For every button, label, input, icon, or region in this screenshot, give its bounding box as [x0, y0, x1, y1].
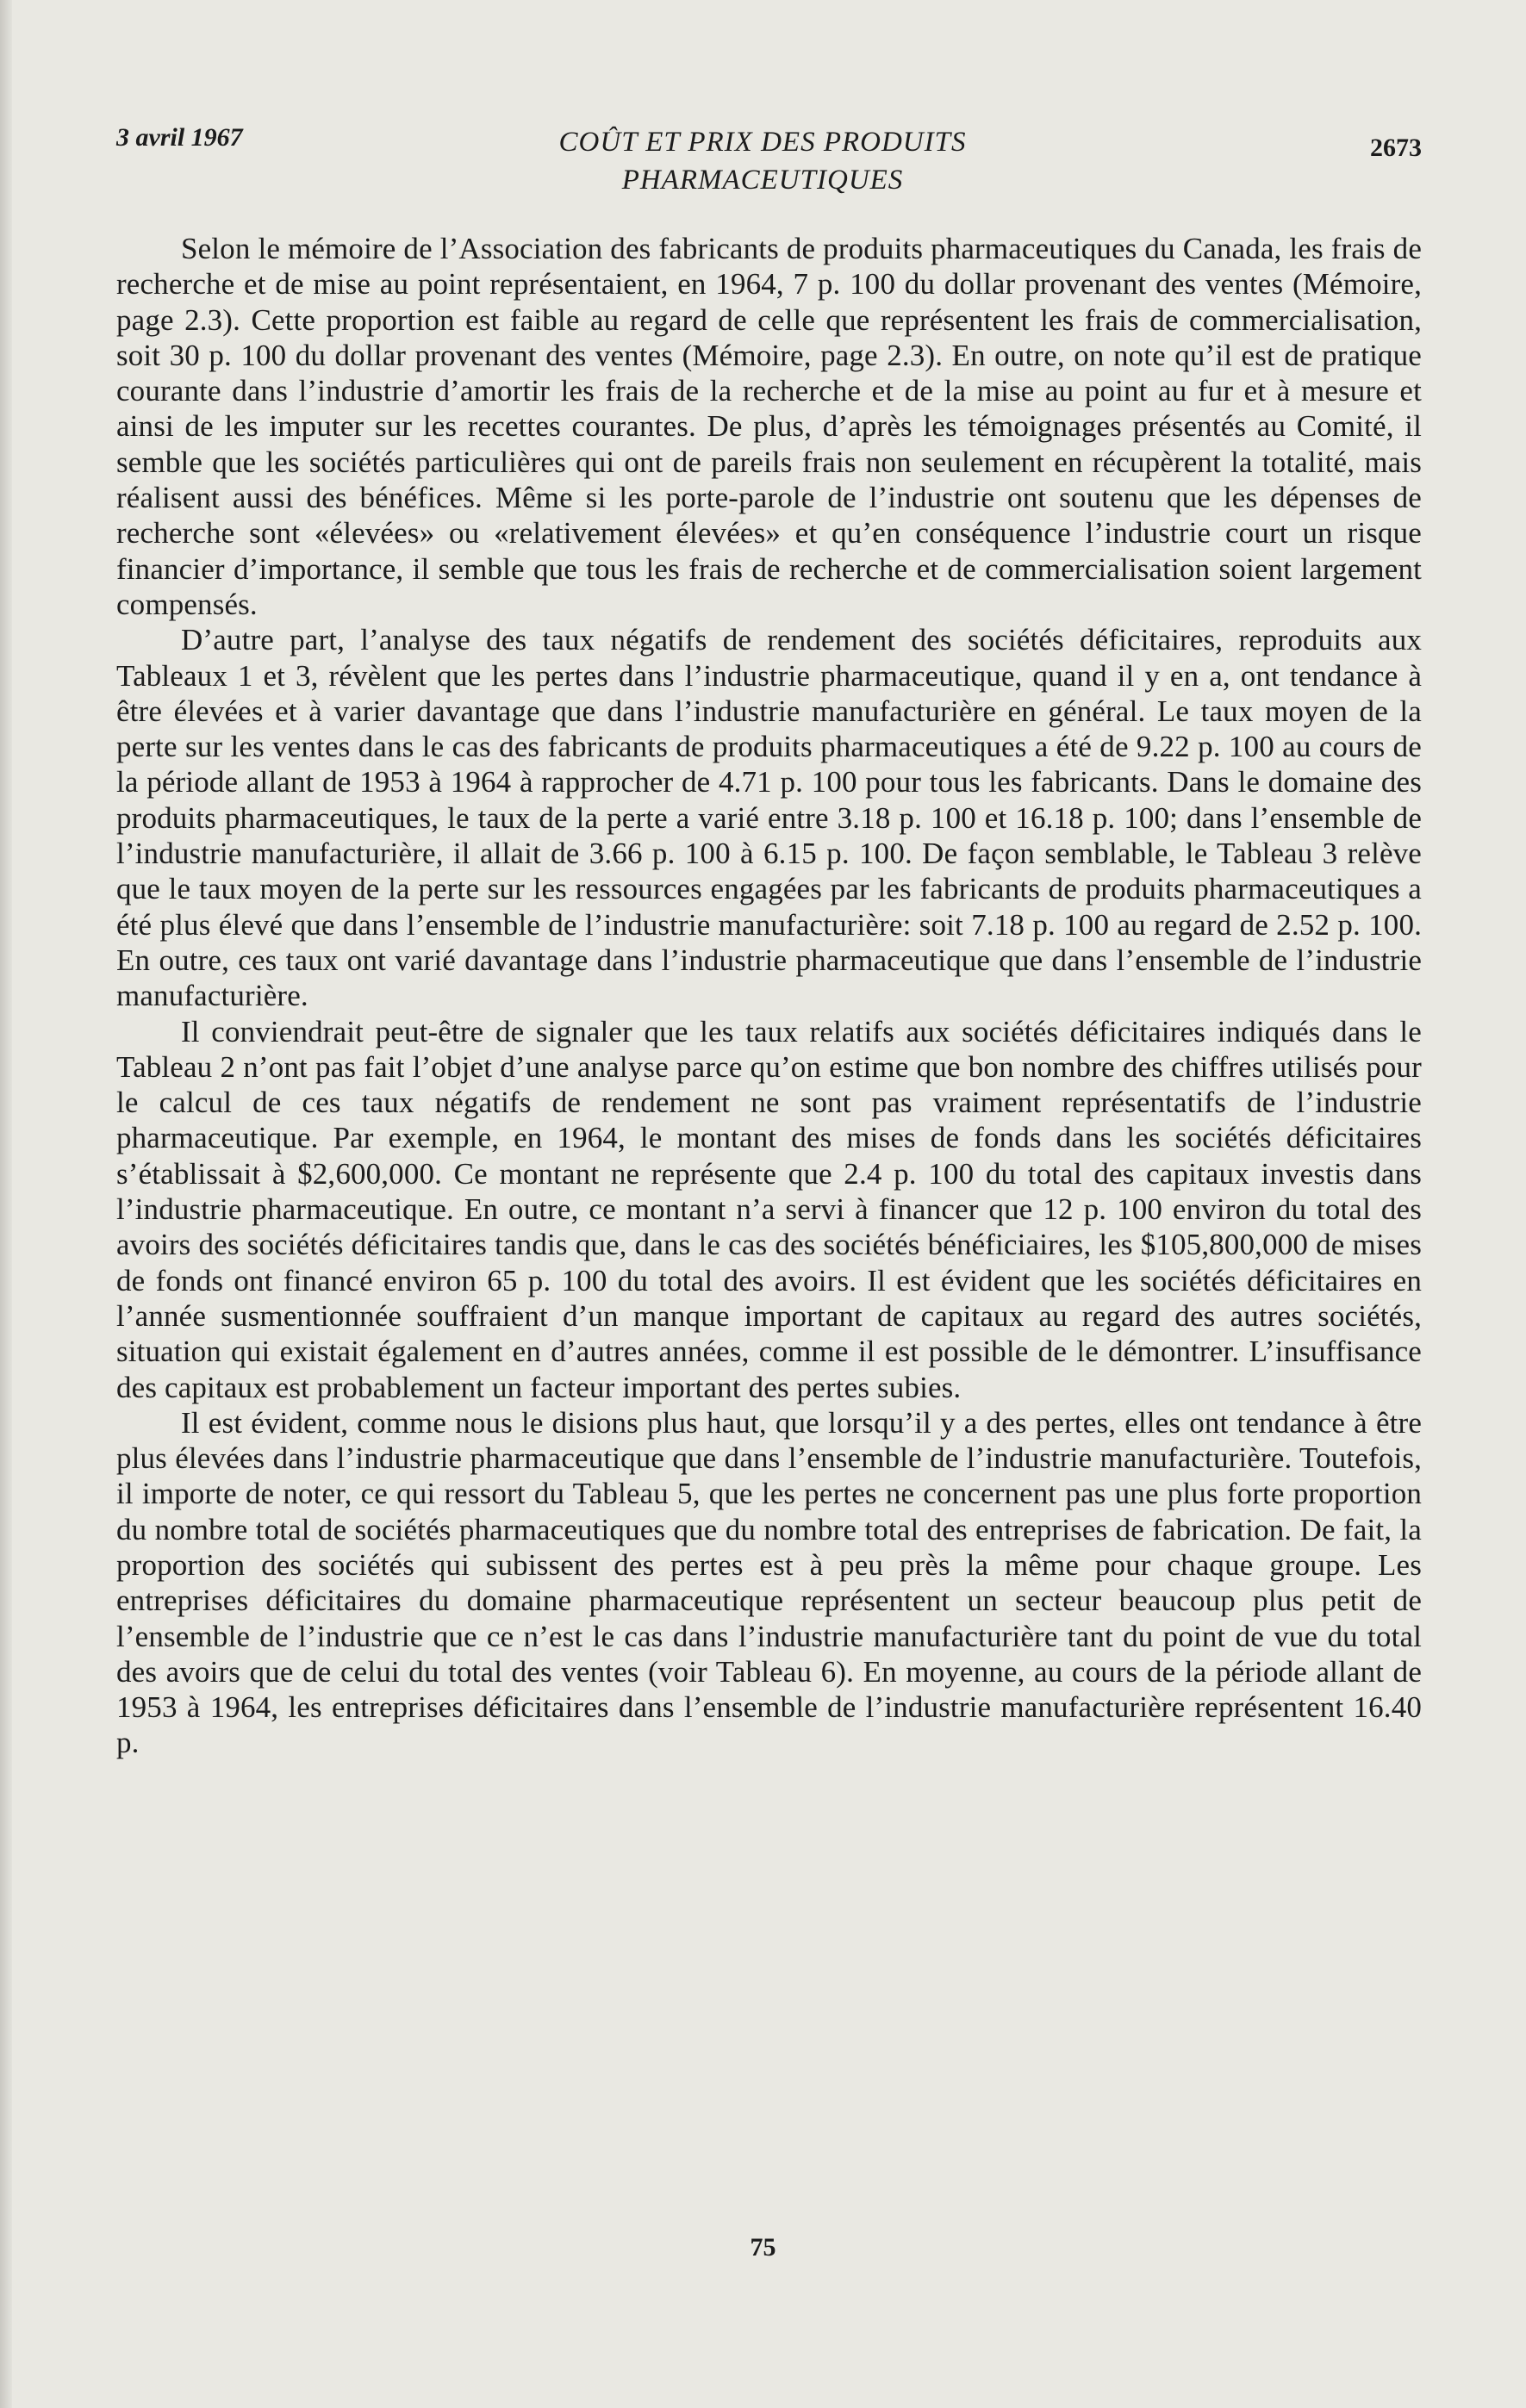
paragraph: Il est évident, comme nous le disions plus haut, que lorsqu’il y a des pertes, elles ont tendance à être plus élevées dans l’industrie pharmaceutique que dans l’ensemble de l’industrie manufacturière. Toutefois, il importe de noter, ce qui ressort du Tableau 5, que les pertes ne concernent pas une plus forte proportion du nombre total de sociétés pharmaceutiques que du nombre total des entreprises de fabrication. De fait, la proportion des sociétés qui subissent des pertes est à peu près la même pour chaque groupe. Les entreprises déficitaires du domaine pharmaceutique représentent un secteur beaucoup plus petit de l’ensemble de l’industrie que ce n’est le cas dans l’industrie manufacturière tant du point de vue du total des avoirs que de celui du total des ventes (voir Tableau 6). En moyenne, au cours de la période allant de 1953 à 1964, les entreprises déficitaires dans l’ensemble de l’industrie manufacturière représentent 16.40 p. [116, 1405, 1422, 1760]
running-title-line1: COÛT ET PRIX DES PRODUITS [558, 127, 967, 158]
running-header [116, 116, 1422, 202]
paragraph: Il conviendrait peut-être de signaler que les taux relatifs aux sociétés déficitaires indiqués dans le Tableau 2 n’ont pas fait l’objet d’une analyse parce qu’on estime que bon nombre des chiffres utilisés pour le calcul de ces taux négatifs de rendement ne sont pas vraiment représentatifs de l’industrie pharmaceutique. Par exemple, en 1964, le montant des mises de fonds dans les sociétés déficitaires s’établissait à $2,600,000. Ce montant ne représente que 2.4 p. 100 du total des capitaux investis dans l’industrie pharmaceutique. En outre, ce montant n’a servi à financer que 12 p. 100 environ du total des avoirs des sociétés déficitaires tandis que, dans le cas des sociétés bénéficiaires, les $105,800,000 de mises de fonds ont financé environ 65 p. 100 du total des avoirs. Il est évident que les sociétés déficitaires en l’année susmentionnée souffraient d’un manque important de capitaux au regard des autres sociétés, situation qui existait également en d’autres années, comme il est possible de le démontrer. L’insuffisance des capitaux est probablement un facteur important des pertes subies. [116, 1014, 1422, 1404]
running-title [375, 123, 1150, 199]
page-number: 2673 [1370, 134, 1422, 162]
folio: 75 [750, 2233, 776, 2262]
body-text [116, 231, 1422, 1761]
paragraph: Selon le mémoire de l’Association des fabricants de produits pharmaceutiques du Canada, les frais de recherche et de mise au point représentaient, en 1964, 7 p. 100 du dollar provenant des ventes (Mémoire, page 2.3). Cette proportion est faible au regard de celle que représentent les frais de commercialisation, soit 30 p. 100 du dollar provenant des ventes (Mémoire, page 2.3). En outre, on note qu’il est de pratique courante dans l’industrie d’amortir les frais de la recherche et de la mise au point au fur et à mesure et ainsi de les imputer sur les recettes courantes. De plus, d’après les témoignages présentés au Comité, il semble que les sociétés particulières qui ont de pareils frais non seulement en récupèrent la totalité, mais réalisent aussi des bénéfices. Même si les porte-parole de l’industrie ont soutenu que les dépenses de recherche sont «élevées» ou «relativement élevées» et qu’en conséquence l’industrie court un risque financier d’importance, il semble que tous les frais de recherche et de commercialisation soient largement compensés. [116, 232, 1422, 621]
paragraph: D’autre part, l’analyse des taux négatifs de rendement des sociétés déficitaires, reproduits aux Tableaux 1 et 3, révèlent que les pertes dans l’industrie pharmaceutique, quand il y en a, ont tendance à être élevées et à varier davantage que dans l’industrie manufacturière en général. Le taux moyen de la perte sur les ventes dans le cas des fabricants de produits pharmaceutiques a été de 9.22 p. 100 au cours de la période allant de 1953 à 1964 à rapprocher de 4.71 p. 100 pour tous les fabricants. Dans le domaine des produits pharmaceutiques, le taux de la perte a varié entre 3.18 p. 100 et 16.18 p. 100; dans l’ensemble de l’industrie manufacturière, il allait de 3.66 p. 100 à 6.15 p. 100. De façon semblable, le Tableau 3 relève que le taux moyen de la perte sur les ressources engagées par les fabricants de produits pharmaceutiques a été plus élevé que dans l’ensemble de l’industrie manufacturière: soit 7.18 p. 100 au regard de 2.52 p. 100. En outre, ces taux ont varié davantage dans l’industrie pharmaceutique que dans l’ensemble de l’industrie manufacturière. [116, 623, 1422, 1013]
running-title-line2: PHARMACEUTIQUES [621, 165, 904, 196]
page-edge [0, 0, 12, 2408]
running-date: 3 avril 1967 [116, 123, 243, 152]
